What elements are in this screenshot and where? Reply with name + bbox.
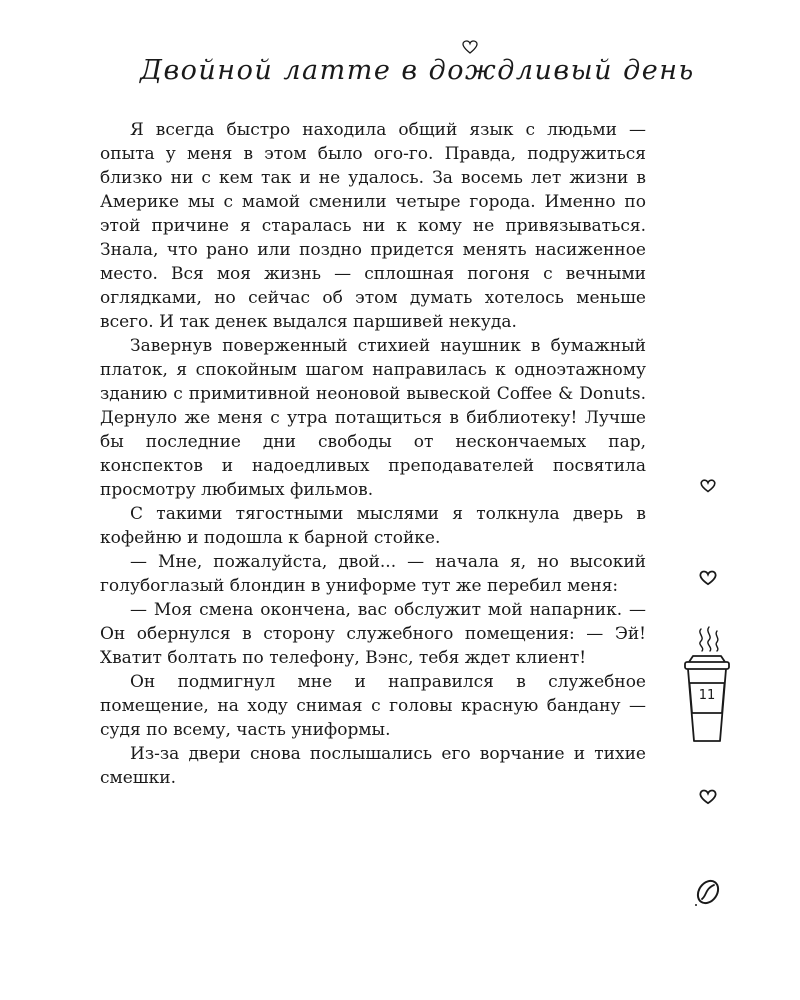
coffee-bean-icon — [693, 877, 723, 907]
heart-icon — [699, 789, 717, 805]
page-number: 11 — [698, 688, 716, 703]
heart-icon — [699, 570, 717, 586]
paragraph: С такими тягостными мыслями я толкнула дверь в кофейню и подошла к барной стойке. — [100, 504, 646, 548]
paragraph: — Мне, пожалуйста, двой... — начала я, но высокий голубоглазый блондин в униформе тут же перебил меня: — [100, 552, 646, 596]
paragraph: Я всегда быстро находила общий язык с людьми — опыта у меня в этом было ого-го. Правда, подружиться близко ни с кем так и не удалось. За восемь лет жизни в Америке мы с мамой сменили четыре города. Именно по этой причине я старалась ни к кому не привязываться. Знала, что рано или поздно придется менять насиженное место. Вся моя жизнь — сплошная погоня с вечными оглядками, но сейчас об этом думать хотелось меньше всего. И так денек выдался паршивей некуда. — [100, 120, 646, 332]
paragraph: Из-за двери снова послышались его ворчание и тихие смешки. — [100, 744, 646, 788]
paragraph: — Моя смена окончена, вас обслужит мой напарник. — Он обернулся в сторону служебного помещения: — Эй! Хватит болтать по телефону, Вэнс, тебя ждет клиент! — [100, 600, 646, 668]
heart-icon — [700, 479, 716, 493]
title-heart-icon — [462, 40, 478, 54]
paragraph: Он подмигнул мне и направился в служебное помещение, на ходу снимая с головы красную бандану — судя по всему, часть униформы. — [100, 672, 646, 740]
coffee-cup-icon — [677, 625, 737, 745]
chapter-body — [100, 118, 646, 790]
paragraph: Завернув поверженный стихией наушник в бумажный платок, я спокойным шагом направилась к одноэтажному зданию с примитивной неоновой вывеской Coffee & Donuts. Дернуло же меня с утра потащиться в библиотеку! Лучше бы последние дни свободы от нескончаемых пар, конспектов и надоедливых преподавателей посвятила просмотру любимых фильмов. — [100, 336, 646, 500]
chapter-title: Двойной латте в дождливый день — [140, 55, 695, 86]
